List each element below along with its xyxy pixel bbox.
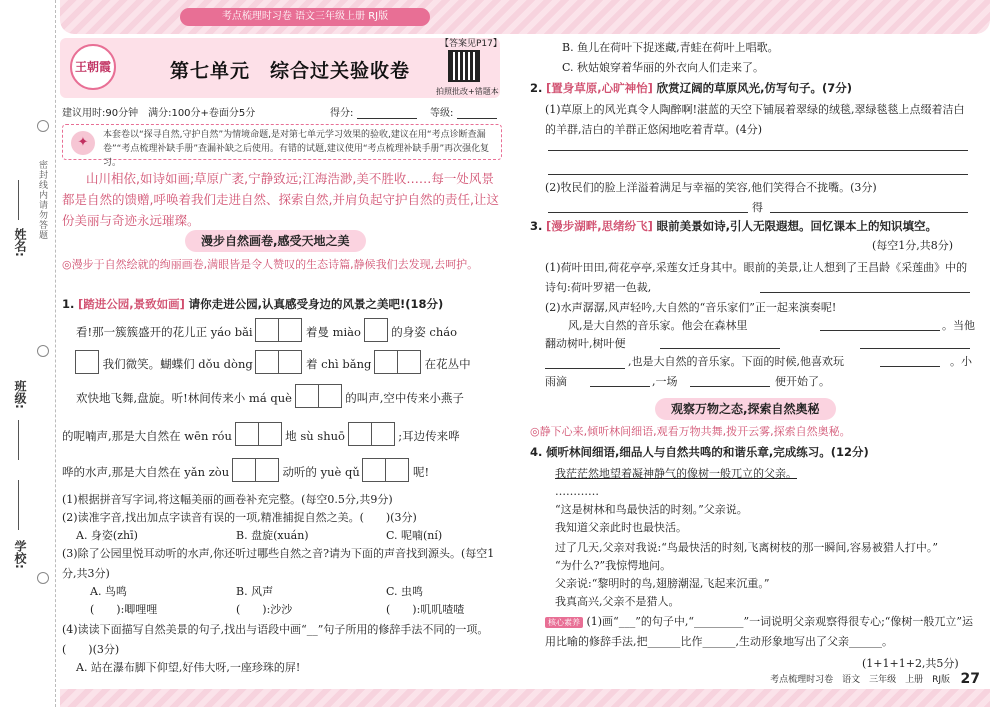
answer-line[interactable] [820,330,940,331]
sound-blank[interactable]: ( ):叽叽喳喳 [386,603,465,616]
pinyin-text: 着曼 miào [305,325,361,339]
pinyin-text: 的叫声,空中传来小燕子 [345,391,464,405]
pinyin-text: ;耳边传来哗 [398,429,460,443]
char-grid[interactable] [363,458,409,488]
school-label: 学校: [13,540,27,569]
char-grid[interactable] [256,318,302,348]
question-3-stem [530,216,980,236]
answer-line[interactable] [760,292,970,293]
grade-field [430,104,497,119]
pinyin-text: 欢快地飞舞,盘旋。听!林间传来小 má què [76,391,292,405]
char-grid[interactable] [375,350,421,380]
option-c[interactable]: C. 秋姑娘穿着华丽的外衣向人们走来了。 [562,61,765,74]
passage-paragraph: “为什么?”我惊愕地问。 [555,559,672,572]
section-heading-2: 观察万物之态,探索自然奥秘 [655,398,836,420]
page-number: 27 [960,671,980,687]
fill-line-end: 便开始了。 [775,375,830,388]
answer-line[interactable] [548,212,748,213]
intro-paragraph: 山川相依,如诗如画;草原广袤,宁静致远;江海浩渺,美不胜收……每一处风景都是自然的馈赠,呼唤着我们走进自然、探索自然,并肩负起守护自然的责任,让这份美丽与奇迹永远璀璨。 [62,171,499,228]
grade-label: 等级: [430,108,454,119]
answer-line[interactable] [590,386,650,387]
bottom-band [60,689,990,707]
answer-line[interactable] [545,368,625,369]
qr-code-icon[interactable] [448,50,480,82]
fill-line: 风,是大自然的音乐家。他会在森林里 [568,319,748,332]
grade-line[interactable] [457,109,497,119]
pinyin-text: 动听的 yuè qǔ [282,465,360,479]
section-heading-1: 漫步自然画卷,感受天地之美 [185,230,366,252]
class-label: 班级: [13,380,27,409]
passage-paragraph: 我茫茫然地望着凝神静气的像树一般兀立的父亲。 [555,467,797,480]
question-2-stem [530,78,980,98]
answer-line[interactable] [660,348,780,349]
option-b[interactable]: B. 盘旋(xuán) [236,529,309,542]
fill-line: ,也是大自然的音乐家。下面的时候,他喜欢玩 [628,355,844,368]
sound-blank[interactable]: ( ):沙沙 [236,603,293,616]
pinyin-text: 呢! [413,465,430,479]
source-insect: C. 虫鸣 [386,585,424,598]
passage-line [76,318,516,348]
band-title: 考点梳理时习卷 语文三年级上册 RJ版 [180,8,430,26]
answer-line[interactable] [690,386,770,387]
char-grid[interactable] [76,350,99,380]
class-line[interactable] [18,420,19,460]
fill-line: ,一场 [652,375,678,388]
subquestion-2: (2)水声潺潺,风声轻吟,大自然的“音乐家们”正一起来演奏呢! [545,301,837,314]
fill-line-end: 。当他 [942,319,975,332]
score-note: (每空1分,共8分) [872,239,954,252]
answer-line[interactable] [548,150,968,151]
question-number: 4. [530,445,543,459]
subquestion-2: (2)牧民们的脸上洋溢着满足与幸福的笑容,他们笑得合不拢嘴。(3分) [545,181,877,194]
answer-word: 得 [752,201,763,214]
fill-line: 雨滴 [545,375,567,388]
passage-paragraph: 过了几天,父亲对我说:“鸟最快活的时刻,飞离树枝的那一瞬间,容易被猎人打中。” [555,541,938,554]
question-text: 请你走进公园,认真感受身边的风景之美吧!(18分) [188,297,444,311]
name-line[interactable] [18,180,19,220]
passage-line [62,422,507,452]
subquestion-1 [545,612,975,652]
pinyin-text: 哗的水声,那是大自然在 yǎn zòu [62,465,230,479]
passage-paragraph: 父亲说:“黎明时的鸟,翅膀潮湿,飞起来沉重。” [555,577,770,590]
pinyin-text: 着 chì bǎng [306,357,372,371]
answer-line[interactable] [770,212,968,213]
subquestion-2: (2)读准字音,找出加点字读音有误的一项,精准捕捉自然之美。( )(3分) [62,511,417,524]
score-line[interactable] [357,109,417,119]
question-number: 3. [530,219,543,233]
source-wind: B. 风声 [236,585,274,598]
subquestion-1: (1)草原上的风光真令人陶醉啊!湛蓝的天空下铺展着翠绿的绒毯,翠绿毯毯上点缀着洁白的羊群,洁白的羊群正悠闲地吃着青草。(4分) [545,103,965,136]
answer-line[interactable] [880,366,940,367]
sound-blank[interactable]: ( ):唧哩哩 [90,603,158,616]
passage-line [62,458,507,488]
footer-text: 考点梳理时习卷 语文 三年级 上册 RJ版 [770,675,950,685]
score-field [330,104,417,119]
char-grid[interactable] [233,458,279,488]
binding-hole [37,345,49,357]
question-number: 2. [530,81,543,95]
brand-logo: 王朝霞 [70,44,116,90]
qr-caption: 拍照批改+错题本 [436,87,499,96]
tip-text: 本套卷以“探寻自然,守护自然”为情境命题,是对第七单元学习效果的验收,建议在用“考点诊断查漏卷”“考点梳理补缺手册”查漏补缺之后使用。有错的试题,建议使用“考点梳理补缺手册”再次强化复习。 [103,130,490,168]
fill-line: 翻动树叶,树叶便 [545,337,626,350]
pinyin-text: 的身姿 cháo [391,325,458,339]
subquestion-1: (1)荷叶田田,荷花亭亭,采莲女迁身其中。眼前的美景,让人想到了王昌龄《采莲曲》中的诗句:荷叶罗裙一色裁, [545,261,968,294]
tip-box [62,124,502,168]
section-note-1: ◎漫步于自然绘就的绚丽画卷,满眼皆是令人赞叹的生态诗篇,静候我们去发现,去呵护。 [62,258,479,271]
subquestion-4: (4)读读下面描写自然美景的句子,找出与语段中画“__”句子所用的修辞手法不同的一项。( )(3分) [62,623,489,656]
option-a[interactable]: A. 身姿(zhī) [76,529,138,542]
pinyin-text: 的呢喃声,那是大自然在 wēn róu [62,429,232,443]
binding-margin [0,0,56,707]
question-text: 欣赏辽阔的草原风光,仿写句子。(7分) [656,81,852,95]
lightbulb-icon: ✦ [71,131,95,155]
char-grid[interactable] [349,422,395,452]
question-1-stem [62,294,502,314]
core-literacy-badge: 核心素养 [545,617,583,628]
question-text: 倾听林间细语,细品人与自然共鸣的和谐乐章,完成练习。(12分) [546,445,869,459]
time-and-score-info: 建议用时:90分钟 满分:100分+卷面分5分 [62,108,256,119]
question-tag: [置身草原,心旷神怡] [546,81,653,95]
section-note-2: ◎静下心来,倾听林间细语,观看万物共舞,拨开云雾,探索自然奥秘。 [530,425,851,438]
pinyin-text: 我们微笑。蝴蝶们 dǒu dòng [102,357,253,371]
passage-ellipsis: ………… [555,485,599,498]
top-band [60,0,990,34]
unit-title: 第七单元 综合过关验收卷 [170,60,411,82]
answer-line[interactable] [548,174,968,175]
question-number: 1. [62,297,75,311]
char-grid[interactable] [256,350,302,380]
source-bird: A. 鸟鸣 [90,585,127,598]
question-text: 眼前美景如诗,引人无限遐想。回忆课本上的知识填空。 [656,219,937,233]
seal-line-note: 密封线内请勿答题 [37,160,47,240]
pinyin-text: 地 sù shuō [285,429,345,443]
name-label: 姓名: [13,228,27,257]
answer-line[interactable] [860,348,970,349]
subquestion-1: (1)根据拼音写字词,将这幅美丽的画卷补充完整。(每空0.5分,共9分) [62,493,393,506]
char-grid[interactable] [296,384,342,414]
school-line[interactable] [18,480,19,530]
passage-line [76,350,516,380]
option-c[interactable]: C. 呢喃(ní) [386,529,443,542]
passage-paragraph: 我知道父亲此时也最快活。 [555,521,687,534]
option-a[interactable]: A. 站在瀑布脚下仰望,好伟大呀,一座珍珠的屏! [76,661,301,674]
subquestion-text: (1)画“___”的句子中,“_________”一词说明父亲观察得很专心;“像树一般兀立”运用比喻的修辞手法,把______比作______,生动形象地写出了父亲______。 [545,615,974,648]
fill-line-end: 。小 [950,355,972,368]
passage-paragraph: 我真高兴,父亲不是猎人。 [555,595,680,608]
passage-line [76,384,516,414]
subquestion-3: (3)除了公园里悦耳动听的水声,你还听过哪些自然之音?请为下面的声音找到源头。(每空1分,共3分) [62,547,495,580]
char-grid[interactable] [365,318,388,348]
pinyin-text: 在花丛中 [424,357,471,371]
option-b[interactable]: B. 鱼儿在荷叶下捉迷藏,青蛙在荷叶上唱歌。 [562,41,779,54]
question-tag: [踏进公园,景致如画] [78,297,185,311]
question-4-stem [530,442,980,462]
question-tag: [漫步湖畔,思绪纷飞] [546,219,653,233]
binding-hole [37,120,49,132]
char-grid[interactable] [236,422,282,452]
answer-reference: 【答案见P17】 [440,39,502,49]
score-note: (1+1+1+2,共5分) [862,657,959,670]
binding-hole [37,572,49,584]
score-label: 得分: [330,108,354,119]
pinyin-text: 看!那一簇簇盛开的花儿正 yáo bǎi [76,325,253,339]
passage-paragraph: “这是树林和鸟最快活的时刻。”父亲说。 [555,503,748,516]
